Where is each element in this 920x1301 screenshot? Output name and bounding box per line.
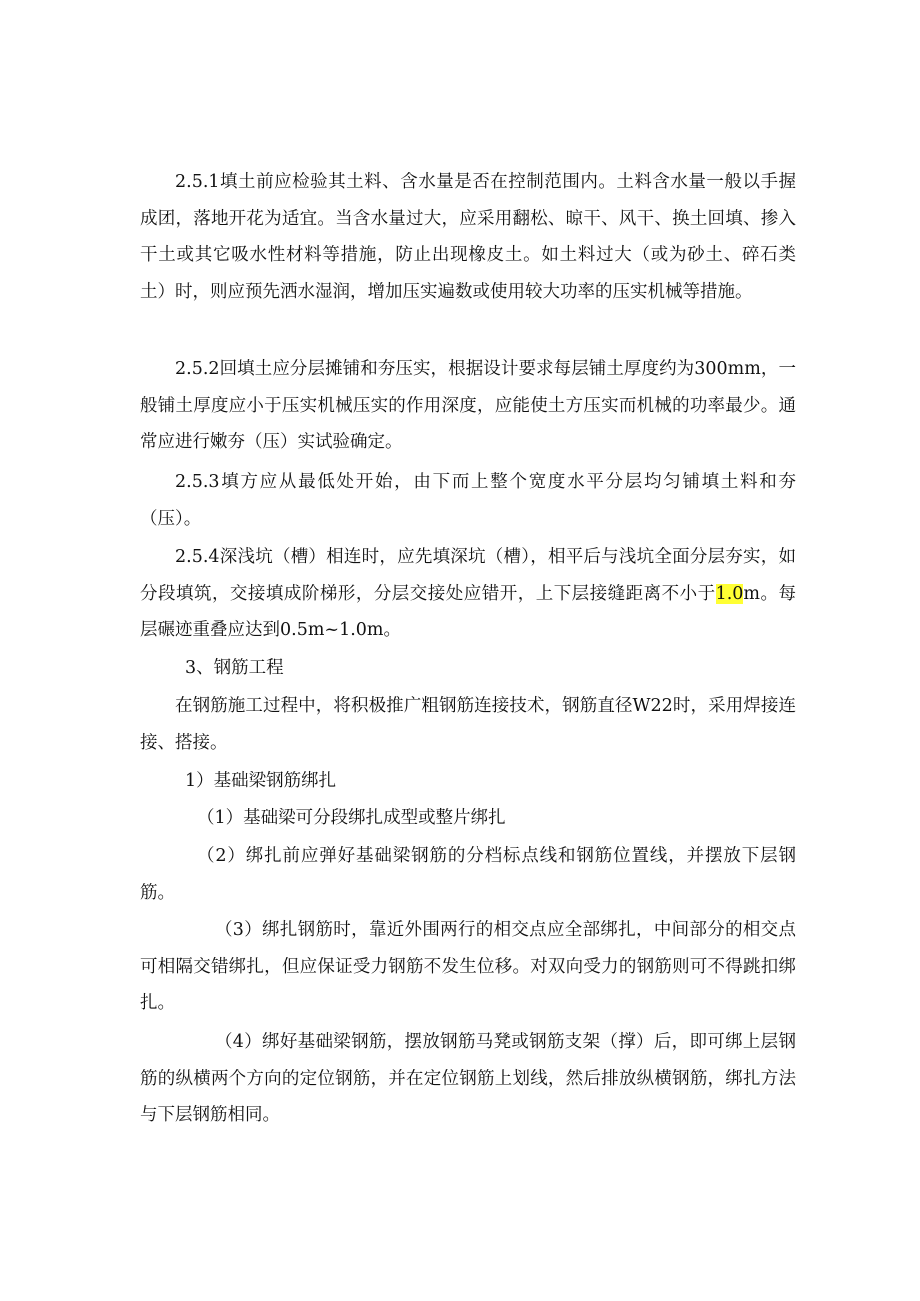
paragraph-2-5-4 <box>140 539 796 649</box>
paragraph-2-5-1 <box>140 164 796 310</box>
paragraph-text-part: m。每层碾迹重叠应达到0.5m~1.0m。 <box>140 583 796 641</box>
paragraph-text: 2.5.1填土前应检验其土料、含水量是否在控制范围内。土料含水量一般以手握成团，落地开花为适宜。当含水量过大，应采用翻松、晾干、风干、换土回填、掺入干土或其它吸水性材料等措施，防止出现橡皮土。如土料过大（或为砂土、碎石类土）时，则应预先洒水湿润，增加压实遍数或使用较大功率的压实机械等措施。 <box>140 172 796 302</box>
heading-text: 3、钢筋工程 <box>185 658 284 678</box>
list-item-3 <box>140 912 796 1022</box>
rebar-intro-paragraph <box>140 688 796 761</box>
heading-text: 1）基础梁钢筋绑扎 <box>185 771 337 791</box>
list-item-2 <box>140 838 796 911</box>
highlighted-value: 1.0 <box>715 583 744 604</box>
list-item-text: （2）绑扎前应弹好基础梁钢筋的分档标点线和钢筋位置线，并摆放下层钢筋。 <box>140 846 796 903</box>
paragraph-text <box>140 539 796 649</box>
section-3-heading <box>140 650 796 687</box>
paragraph-text-part: 2.5.4深浅坑（槽）相连时，应先填深坑（槽），相平后与浅坑全面分层夯实，如分段填筑，交接填成阶梯形，分层交接处应错开，上下层接缝距离不小于 <box>140 547 796 604</box>
list-item-4 <box>140 1024 796 1134</box>
list-item-1 <box>140 800 796 837</box>
list-item-text: （1）基础梁可分段绑扎成型或整片绑扎 <box>197 808 506 828</box>
paragraph-text: 在钢筋施工过程中，将积极推广粗钢筋连接技术，钢筋直径W22时，采用焊接连接、搭接。 <box>140 696 796 753</box>
list-item-text: （4）绑好基础梁钢筋，摆放钢筋马凳或钢筋支架（撑）后，即可绑上层钢筋的纵横两个方向的定位钢筋，并在定位钢筋上划线，然后排放纵横钢筋，绑扎方法与下层钢筋相同。 <box>140 1032 796 1126</box>
paragraph-text: 2.5.2回填土应分层摊铺和夯压实，根据设计要求每层铺土厚度约为300mm，一般铺土厚度应小于压实机械压实的作用深度，应能使土方压实而机械的功率最少。通常应进行嫩夯（压）实试验确定。 <box>140 359 796 453</box>
subsection-1-heading <box>140 763 796 800</box>
paragraph-2-5-3 <box>140 464 796 537</box>
list-item-text: （3）绑扎钢筋时，靠近外围两行的相交点应全部绑扎，中间部分的相交点可相隔交错绑扎，但应保证受力钢筋不发生位移。对双向受力的钢筋则可不得跳扣绑扎。 <box>140 920 796 1014</box>
paragraph-text: 2.5.3填方应从最低处开始，由下而上整个宽度水平分层均匀铺填土料和夯（压）。 <box>140 472 796 529</box>
paragraph-2-5-2 <box>140 351 796 461</box>
